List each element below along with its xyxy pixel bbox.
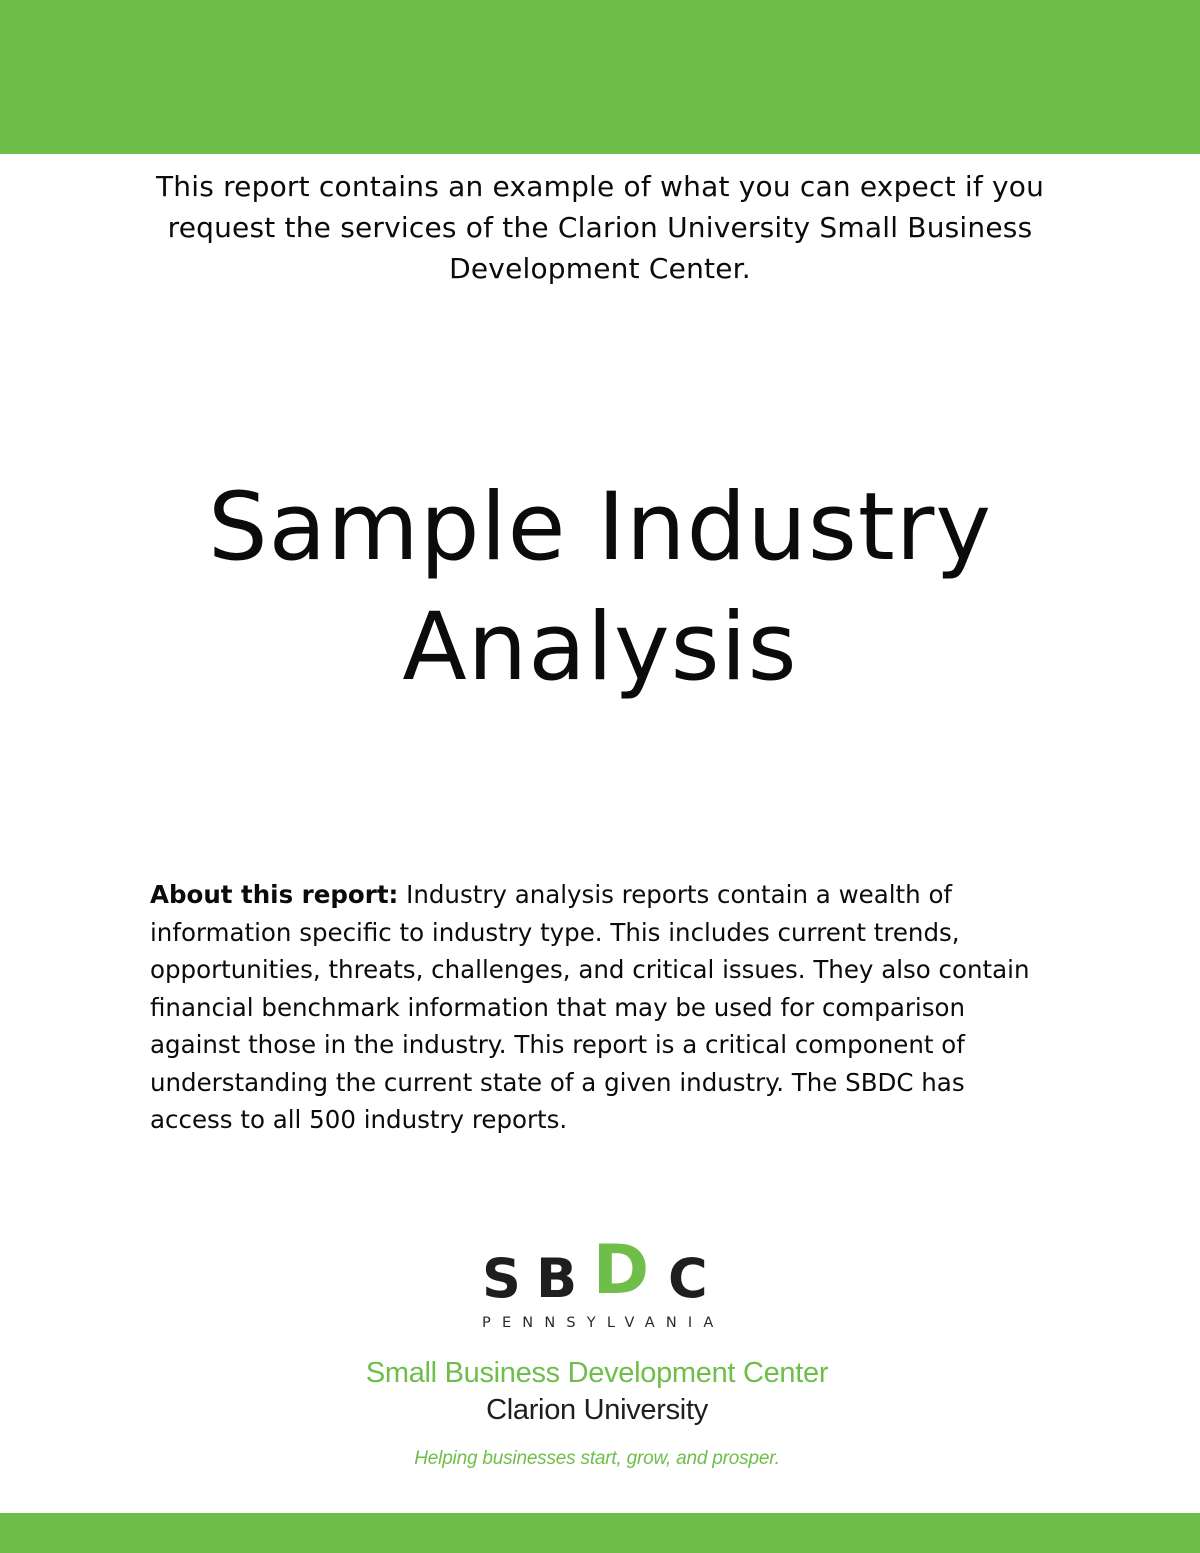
logo-letter-d: D <box>592 1231 650 1310</box>
report-title-line-2: Analysis <box>402 593 798 702</box>
about-report-body: Industry analysis reports contain a wealth of information specific to industry type. This includes current trends, opportunities, threats, challenges, and critical issues. They also contain financial benchmark information that may be used for comparison against those in the industry. This report is a critical component of understanding the current state of a given industry. The SBDC has access to all 500 industry reports. <box>150 880 1030 1134</box>
logo-letter-c: C <box>668 1247 708 1310</box>
logo-tagline: Helping businesses start, grow, and prosper. <box>414 1448 780 1469</box>
logo-letter-b: B <box>536 1247 578 1310</box>
intro-text: This report contains an example of what you can expect if you request the services of the Clarion University Small Business Development Center. <box>155 170 1045 285</box>
about-report-paragraph <box>150 876 1050 1139</box>
report-title <box>100 468 1100 708</box>
logo-letter-s: S <box>482 1247 521 1310</box>
about-report-lead: About this report: <box>150 880 399 909</box>
top-green-band <box>0 0 1200 154</box>
bottom-green-band <box>0 1513 1200 1553</box>
logo-state-name: PENNSYLVANIA <box>482 1315 725 1331</box>
sbdc-wordmark <box>482 1231 722 1315</box>
report-title-line-1: Sample Industry <box>208 473 992 582</box>
logo-university-name: Clarion University <box>486 1394 708 1426</box>
logo-center-name: Small Business Development Center <box>365 1357 829 1389</box>
sbdc-logo <box>0 1231 1200 1485</box>
